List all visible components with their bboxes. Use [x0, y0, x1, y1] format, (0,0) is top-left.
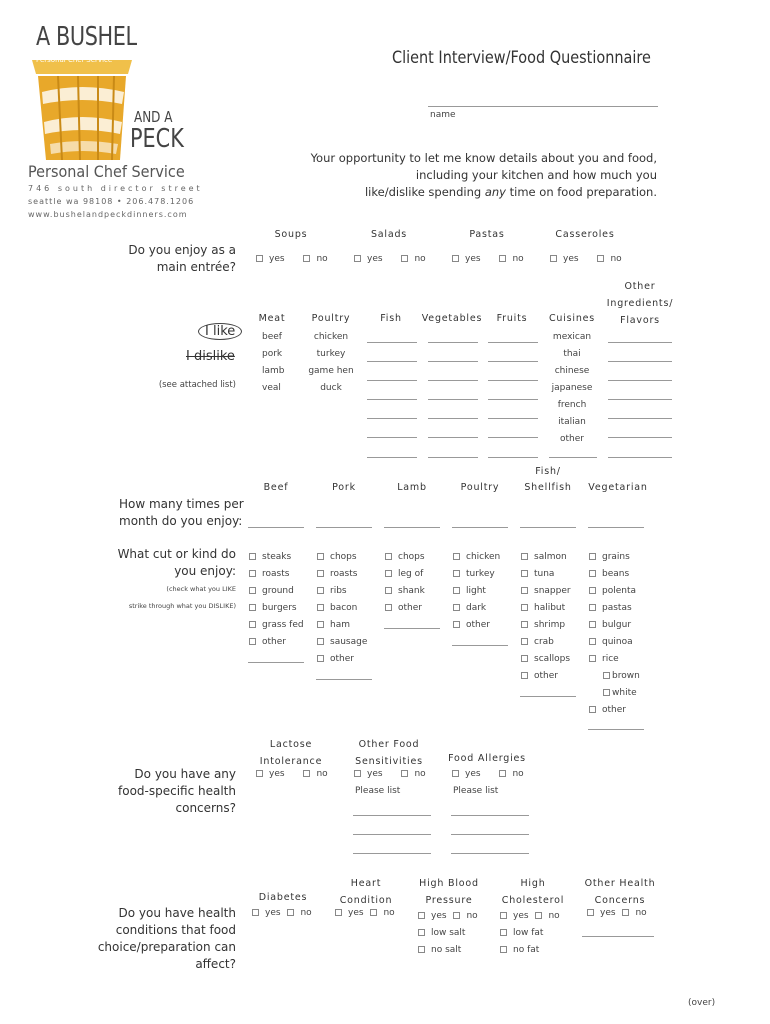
- checkbox[interactable]: [303, 255, 310, 262]
- logo: [26, 22, 203, 222]
- checkbox[interactable]: [317, 587, 324, 594]
- lamb-cuts: chops leg of shank other: [385, 549, 425, 617]
- header-vegetables: Vegetables: [421, 313, 483, 324]
- cholesterol-options: yes no low fat no fat: [500, 908, 560, 959]
- checkbox[interactable]: [249, 638, 256, 645]
- logo-brand-top: A BUSHEL: [36, 22, 137, 52]
- lamb-other-line[interactable]: [384, 628, 440, 629]
- vegetarian-other-line[interactable]: [588, 729, 644, 730]
- checkbox[interactable]: [354, 770, 361, 777]
- checkbox[interactable]: [535, 912, 542, 919]
- checkbox[interactable]: [418, 912, 425, 919]
- diabetes-options: yes no: [252, 908, 312, 918]
- cuts-note-dislike: strike through what you DISLIKE): [128, 602, 236, 610]
- checkbox[interactable]: [452, 255, 459, 262]
- intro-text: [311, 150, 657, 201]
- checkbox[interactable]: [589, 621, 596, 628]
- checkbox[interactable]: [370, 909, 377, 916]
- checkbox[interactable]: [603, 672, 610, 679]
- intro-line-3: like/dislike spending any time on food preparation.: [364, 185, 657, 199]
- checkbox[interactable]: [249, 621, 256, 628]
- header-cuisines: Cuisines: [548, 313, 596, 324]
- other-health-options: yes no: [587, 908, 647, 918]
- basket-icon: [28, 52, 138, 172]
- checkbox[interactable]: [500, 946, 507, 953]
- checkbox[interactable]: [521, 672, 528, 679]
- cuts-question: What cut or kind do you enjoy:: [117, 547, 236, 578]
- header-lamb: Lamb: [397, 482, 427, 493]
- logo-address1: 746 south director street: [28, 184, 203, 193]
- beef-other-line[interactable]: [248, 662, 304, 663]
- cuts-note-like: (check what you LIKE: [166, 585, 236, 593]
- intro-line-2: including your kitchen and how much you: [415, 168, 657, 182]
- checkbox[interactable]: [622, 909, 629, 916]
- cuisines-list: mexican thai chinese japanese french italian other: [551, 332, 593, 444]
- checkbox[interactable]: [521, 570, 528, 577]
- checkbox[interactable]: [597, 255, 604, 262]
- header-salads: Salads: [370, 229, 408, 240]
- attached-note: (see attached list): [158, 380, 236, 390]
- beef-cuts: steaks roasts ground burgers grass fed other: [249, 549, 304, 651]
- header-blood-pressure: High Blood Pressure: [419, 878, 479, 906]
- basket-band-text: Personal Chef Service: [36, 56, 113, 64]
- checkbox[interactable]: [303, 770, 310, 777]
- checkbox[interactable]: [249, 604, 256, 611]
- checkbox[interactable]: [452, 770, 459, 777]
- allergies-options: yes no: [452, 769, 524, 779]
- header-fruits: Fruits: [496, 313, 528, 324]
- page-title: Client Interview/Food Questionnaire: [392, 48, 651, 68]
- checkbox[interactable]: [589, 587, 596, 594]
- checkbox[interactable]: [249, 570, 256, 577]
- checkbox[interactable]: [521, 621, 528, 628]
- cuisine-other-line[interactable]: [549, 457, 597, 458]
- checkbox[interactable]: [249, 553, 256, 560]
- checkbox[interactable]: [499, 255, 506, 262]
- other-food-options: yes no: [354, 769, 426, 779]
- name-field[interactable]: [428, 106, 658, 107]
- pork-other-line[interactable]: [316, 679, 372, 680]
- header-fish-slash: Fish/: [535, 466, 561, 477]
- checkbox[interactable]: [589, 655, 596, 662]
- shellfish-other-line[interactable]: [520, 696, 576, 697]
- like-label[interactable]: I like: [198, 323, 242, 340]
- checkbox[interactable]: [499, 770, 506, 777]
- checkbox[interactable]: [589, 570, 596, 577]
- heart-options: yes no: [335, 908, 395, 918]
- logo-brand-and: AND A: [134, 108, 173, 126]
- header-vegetarian: Vegetarian: [588, 482, 648, 493]
- checkbox[interactable]: [521, 655, 528, 662]
- checkbox[interactable]: [500, 912, 507, 919]
- header-soups: Soups: [274, 229, 308, 240]
- entree-soups-options: yes no: [256, 254, 328, 264]
- header-casseroles: Casseroles: [555, 229, 615, 240]
- logo-address2: seattle wa 98108 • 206.478.1206: [28, 197, 195, 206]
- checkbox[interactable]: [453, 553, 460, 560]
- checkbox[interactable]: [335, 909, 342, 916]
- entree-question: Do you enjoy as a main entrée?: [128, 243, 236, 274]
- checkbox[interactable]: [453, 587, 460, 594]
- checkbox[interactable]: [418, 946, 425, 953]
- header-other-ingredients: Other Ingredients/ Flavors: [606, 281, 674, 326]
- entree-salads-options: yes no: [354, 254, 426, 264]
- header-pastas: Pastas: [469, 229, 505, 240]
- times-question: How many times per month do you enjoy:: [119, 497, 244, 528]
- checkbox[interactable]: [317, 570, 324, 577]
- checkbox[interactable]: [603, 689, 610, 696]
- blood-pressure-options: yes no low salt no salt: [418, 908, 478, 959]
- header-beef: Beef: [263, 482, 289, 493]
- health-question: Do you have any food-specific health concerns?: [118, 767, 236, 815]
- pork-cuts: chops roasts ribs bacon ham sausage other: [317, 549, 367, 668]
- poultry-other-line[interactable]: [452, 645, 508, 646]
- poultry-list: chicken turkey game hen duck: [308, 332, 354, 393]
- logo-brand-peck: PECK: [130, 124, 184, 154]
- checkbox[interactable]: [401, 770, 408, 777]
- checkbox[interactable]: [385, 587, 392, 594]
- checkbox[interactable]: [453, 621, 460, 628]
- checkbox[interactable]: [385, 553, 392, 560]
- checkbox[interactable]: [401, 255, 408, 262]
- meat-list: beef pork lamb veal: [262, 332, 285, 393]
- header-other-food: Other Food Sensitivities: [355, 739, 423, 767]
- checkbox[interactable]: [500, 929, 507, 936]
- checkbox[interactable]: [521, 604, 528, 611]
- name-label: name: [430, 110, 456, 120]
- checkbox[interactable]: [521, 638, 528, 645]
- header-fish: Fish: [380, 313, 402, 324]
- logo-website: www.bushelandpeckdinners.com: [28, 210, 188, 219]
- conditions-question: Do you have health conditions that food choice/preparation can affect?: [97, 906, 236, 971]
- checkbox[interactable]: [521, 553, 528, 560]
- header-other-health: Other Health Concerns: [584, 878, 656, 906]
- intro-line-1: Your opportunity to let me know details about you and food,: [310, 151, 657, 165]
- lactose-options: yes no: [256, 769, 328, 779]
- checkbox[interactable]: [589, 553, 596, 560]
- header-diabetes: Diabetes: [258, 892, 308, 903]
- checkbox[interactable]: [287, 909, 294, 916]
- checkbox[interactable]: [256, 770, 263, 777]
- logo-service: Personal Chef Service: [28, 162, 185, 181]
- checkbox[interactable]: [589, 638, 596, 645]
- shellfish-cuts: salmon tuna snapper halibut shrimp crab scallops other: [521, 549, 571, 685]
- other-food-please-list: Please list: [355, 786, 401, 796]
- allergies-please-list: Please list: [453, 786, 499, 796]
- entree-pastas-options: yes no: [452, 254, 524, 264]
- header-allergies: Food Allergies: [448, 753, 526, 764]
- header-shellfish: Shellfish: [524, 482, 572, 493]
- header-meat: Meat: [258, 313, 286, 324]
- checkbox[interactable]: [354, 255, 361, 262]
- header-poultry-2: Poultry: [460, 482, 500, 493]
- checkbox[interactable]: [317, 621, 324, 628]
- checkbox[interactable]: [256, 255, 263, 262]
- checkbox[interactable]: [317, 638, 324, 645]
- other-health-line[interactable]: [582, 936, 654, 937]
- dislike-label[interactable]: I dislike: [186, 349, 235, 364]
- poultry-cuts: chicken turkey light dark other: [453, 549, 500, 634]
- header-lactose: Lactose Intolerance: [259, 739, 323, 767]
- entree-casseroles-options: yes no: [550, 254, 622, 264]
- vegetarian-cuts: grains beans polenta pastas bulgur quinoa rice brown white other: [589, 549, 640, 719]
- footer-over: (over): [688, 998, 716, 1008]
- header-poultry: Poultry: [311, 313, 351, 324]
- header-pork: Pork: [332, 482, 356, 493]
- checkbox[interactable]: [589, 604, 596, 611]
- checkbox[interactable]: [252, 909, 259, 916]
- checkbox[interactable]: [385, 604, 392, 611]
- checkbox[interactable]: [550, 255, 557, 262]
- checkbox[interactable]: [453, 604, 460, 611]
- checkbox[interactable]: [453, 912, 460, 919]
- checkbox[interactable]: [521, 587, 528, 594]
- checkbox[interactable]: [453, 570, 460, 577]
- checkbox[interactable]: [317, 604, 324, 611]
- checkbox[interactable]: [589, 706, 596, 713]
- checkbox[interactable]: [249, 587, 256, 594]
- header-heart: Heart Condition: [339, 878, 393, 906]
- checkbox[interactable]: [317, 655, 324, 662]
- header-cholesterol: High Cholesterol: [501, 878, 565, 906]
- checkbox[interactable]: [587, 909, 594, 916]
- checkbox[interactable]: [385, 570, 392, 577]
- checkbox[interactable]: [317, 553, 324, 560]
- checkbox[interactable]: [418, 929, 425, 936]
